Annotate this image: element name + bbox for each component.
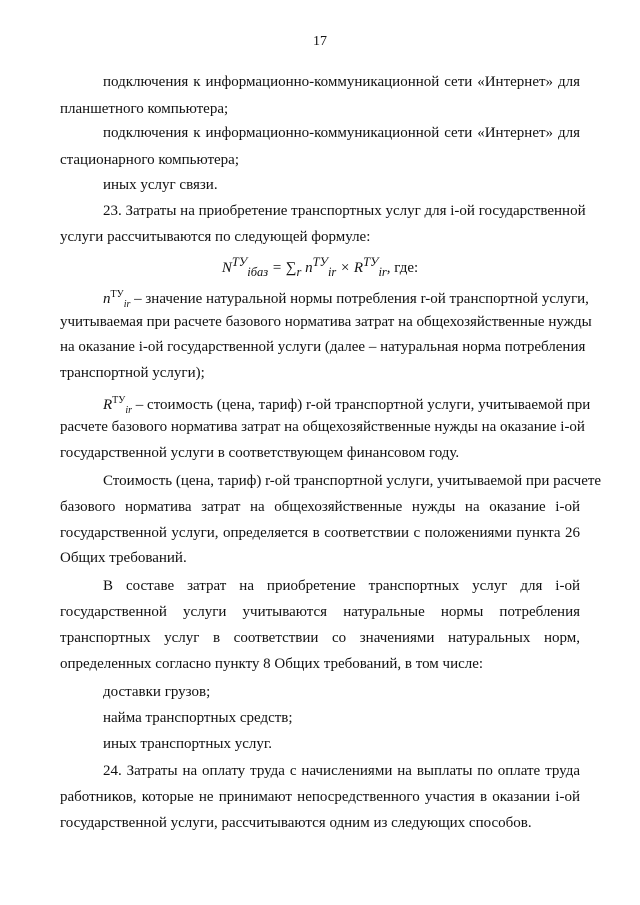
text-line: услуги рассчитываются по следующей формуле: <box>60 229 371 245</box>
text-line: расчете базового норматива затрат на общехозяйственные нужды на оказание i-ой <box>60 419 585 435</box>
symbol-n: $n^{ТУ}_{ir}$ <box>103 289 131 310</box>
text-line: государственной услуги в соответствующем финансовом году. <box>60 445 460 461</box>
text-line: государственной услуги, определяется в соответствии с положениями пункта 26 <box>60 525 580 541</box>
text-line: 23. Затраты на приобретение транспортных услуг для i-ой государственной <box>103 203 586 219</box>
text-line: $R^{ТУ}_{ir}$ – стоимость (цена, тариф) r-ой транспортной услуги, учитываемой при <box>103 395 591 416</box>
text-line: государственной услуги, рассчитываются одним из следующих способов. <box>60 815 532 831</box>
text-line: транспортных услуг в соответствии со значениями натуральных норм, <box>60 630 580 646</box>
text-line: учитываемая при расчете базового норматива затрат на общехозяйственные нужды <box>60 314 592 330</box>
list-item: доставки грузов; <box>103 684 211 700</box>
symbol-r: $R^{ТУ}_{ir}$ <box>103 395 133 416</box>
list-item: иных транспортных услуг. <box>103 736 273 752</box>
text-line: государственной услуги учитываются натуральные нормы потребления <box>60 604 580 620</box>
text-line: на оказание i-ой государственной услуги (далее – натуральная норма потребления <box>60 339 586 355</box>
text-line: Стоимость (цена, тариф) r-ой транспортной услуги, учитываемой при расчете <box>103 473 602 489</box>
text-line: подключения к информационно-коммуникационной сети «Интернет» для <box>103 74 580 90</box>
formula: $N^{ТУ}_{iбаз} = \sum_r$ $n^{ТУ}_{ir} \times R^{ТУ}_{ir}$, где: <box>221 255 419 279</box>
text-line: определенных согласно пункту 8 Общих требований, в том числе: <box>60 656 484 672</box>
page-number: 17 <box>313 34 327 49</box>
text-line: В составе затрат на приобретение транспортных услуг для i-ой <box>103 578 580 594</box>
text-line: $n^{ТУ}_{ir}$ – значение натуральной нормы потребления r-ой транспортной услуги, <box>103 289 589 310</box>
text-line: базового норматива затрат на общехозяйственные нужды на оказание i-ой <box>60 499 580 515</box>
text-line: Общих требований. <box>60 550 187 566</box>
text-line: работников, которые не принимают непосредственного участия в оказании i-ой <box>60 789 580 805</box>
text-line: стационарного компьютера; <box>60 152 239 168</box>
text-line: 24. Затраты на оплату труда с начислениями на выплаты по оплате труда <box>103 763 580 779</box>
text-line: подключения к информационно-коммуникационной сети «Интернет» для <box>103 125 580 141</box>
text-line: иных услуг связи. <box>103 177 218 193</box>
list-item: найма транспортных средств; <box>103 710 293 726</box>
text-line: транспортной услуги); <box>60 365 205 381</box>
text-line: планшетного компьютера; <box>60 101 229 117</box>
